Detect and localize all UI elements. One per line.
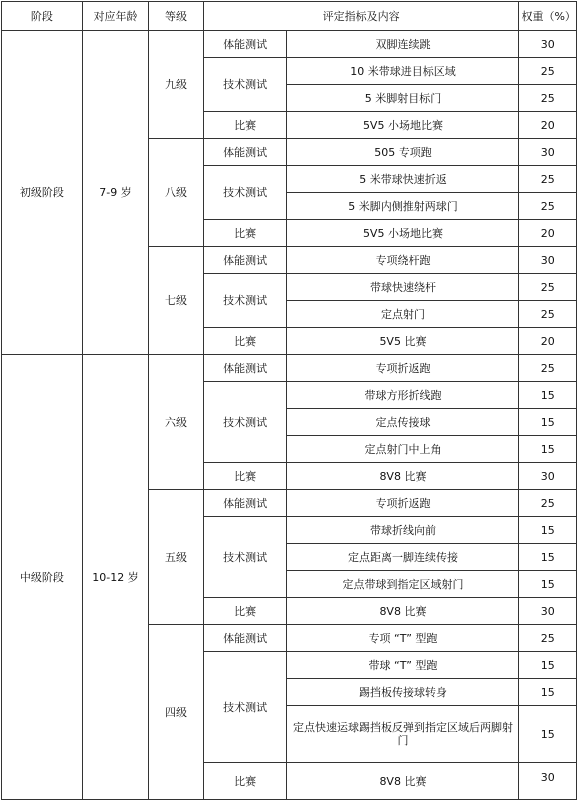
content-cell: 定点带球到指定区域射门	[287, 571, 519, 598]
weight-cell: 15	[519, 679, 577, 706]
category-cell: 比赛	[203, 112, 287, 139]
level-cell: 四级	[149, 625, 203, 800]
content-cell: 定点传接球	[287, 409, 519, 436]
content-cell: 定点射门	[287, 301, 519, 328]
weight-cell: 15	[519, 436, 577, 463]
weight-cell: 15	[519, 706, 577, 763]
header-weight: 权重（%）	[519, 2, 577, 31]
weight-cell: 15	[519, 382, 577, 409]
category-cell: 技术测试	[203, 517, 287, 598]
level-cell: 八级	[149, 139, 203, 247]
content-cell: 10 米带球进目标区域	[287, 58, 519, 85]
category-cell: 体能测试	[203, 247, 287, 274]
level-cell: 五级	[149, 490, 203, 625]
content-cell: 505 专项跑	[287, 139, 519, 166]
stage-cell: 初级阶段	[2, 31, 83, 355]
weight-cell: 20	[519, 220, 577, 247]
content-cell: 带球折线向前	[287, 517, 519, 544]
category-cell: 比赛	[203, 328, 287, 355]
weight-cell: 15	[519, 652, 577, 679]
weight-cell: 25	[519, 85, 577, 112]
weight-cell: 30	[519, 463, 577, 490]
header-age: 对应年龄	[82, 2, 149, 31]
category-cell: 体能测试	[203, 139, 287, 166]
weight-cell: 15	[519, 409, 577, 436]
evaluation-table	[1, 1, 577, 800]
category-cell: 体能测试	[203, 490, 287, 517]
level-cell: 九级	[149, 31, 203, 139]
header-content: 评定指标及内容	[203, 2, 519, 31]
content-cell: 定点快速运球踢挡板反弹到指定区域后两脚射门	[287, 706, 519, 763]
weight-cell: 25	[519, 193, 577, 220]
category-cell: 技术测试	[203, 58, 287, 112]
weight-cell: 30	[519, 139, 577, 166]
category-cell: 技术测试	[203, 382, 287, 463]
content-cell: 带球 “T” 型跑	[287, 652, 519, 679]
age-cell: 10-12 岁	[82, 355, 149, 800]
content-cell: 5V5 比赛	[287, 328, 519, 355]
category-cell: 体能测试	[203, 31, 287, 58]
category-cell: 比赛	[203, 220, 287, 247]
content-cell: 定点射门中上角	[287, 436, 519, 463]
category-cell: 体能测试	[203, 355, 287, 382]
content-cell: 带球快速绕杆	[287, 274, 519, 301]
content-cell: 专项折返跑	[287, 490, 519, 517]
weight-cell: 25	[519, 301, 577, 328]
age-cell: 7-9 岁	[82, 31, 149, 355]
category-cell: 比赛	[203, 463, 287, 490]
content-cell: 5V5 小场地比赛	[287, 220, 519, 247]
content-cell: 8V8 比赛	[287, 763, 519, 800]
category-cell: 体能测试	[203, 625, 287, 652]
weight-cell: 25	[519, 625, 577, 652]
header-row	[2, 2, 577, 31]
category-cell: 比赛	[203, 763, 287, 800]
weight-cell: 20	[519, 112, 577, 139]
category-cell: 比赛	[203, 598, 287, 625]
table-row	[2, 31, 577, 58]
weight-cell: 15	[519, 517, 577, 544]
header-level: 等级	[149, 2, 203, 31]
level-cell: 七级	[149, 247, 203, 355]
weight-cell: 25	[519, 58, 577, 85]
content-cell: 专项 “T” 型跑	[287, 625, 519, 652]
content-cell: 专项折返跑	[287, 355, 519, 382]
level-cell: 六级	[149, 355, 203, 490]
weight-cell: 25	[519, 274, 577, 301]
content-cell: 5 米带球快速折返	[287, 166, 519, 193]
content-cell: 双脚连续跳	[287, 31, 519, 58]
header-stage: 阶段	[2, 2, 83, 31]
weight-cell: 30	[519, 31, 577, 58]
content-cell: 8V8 比赛	[287, 463, 519, 490]
category-cell: 技术测试	[203, 652, 287, 763]
content-cell: 5 米脚射目标门	[287, 85, 519, 112]
weight-cell: 20	[519, 328, 577, 355]
content-cell: 8V8 比赛	[287, 598, 519, 625]
weight-cell: 30	[519, 598, 577, 625]
category-cell: 技术测试	[203, 166, 287, 220]
weight-cell: 25	[519, 490, 577, 517]
table-row	[2, 355, 577, 382]
weight-cell: 15	[519, 571, 577, 598]
content-cell: 带球方形折线跑	[287, 382, 519, 409]
weight-cell: 25	[519, 355, 577, 382]
content-cell: 专项绕杆跑	[287, 247, 519, 274]
content-cell: 5 米脚内侧推射两球门	[287, 193, 519, 220]
category-cell: 技术测试	[203, 274, 287, 328]
content-cell: 5V5 小场地比赛	[287, 112, 519, 139]
content-cell: 踢挡板传接球转身	[287, 679, 519, 706]
weight-cell: 30	[519, 247, 577, 274]
content-cell: 定点距离一脚连续传接	[287, 544, 519, 571]
weight-cell: 30	[519, 763, 577, 800]
weight-cell: 15	[519, 544, 577, 571]
weight-cell: 25	[519, 166, 577, 193]
stage-cell: 中级阶段	[2, 355, 83, 800]
